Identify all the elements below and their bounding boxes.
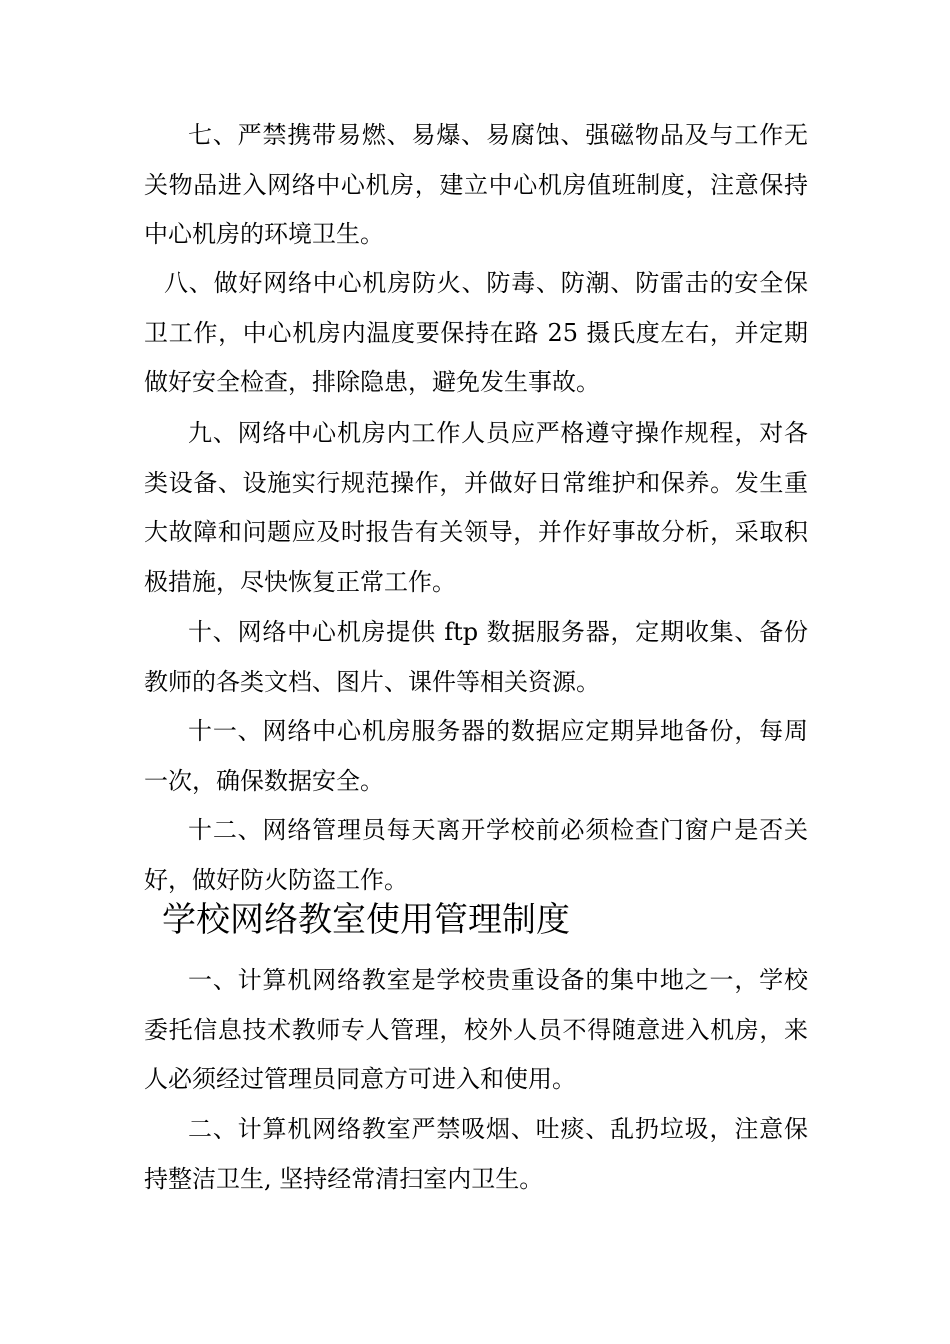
- paragraph-11: 十一、网络中心机房服务器的数据应定期异地备份，每周一次，确保数据安全。: [144, 717, 808, 795]
- paragraph-rule-1: 一、计算机网络教室是学校贵重设备的集中地之一，学校委托信息技术教师专人管理，校外人员不得随意进入机房，来人必须经过管理员同意方可进入和使用。: [144, 966, 808, 1093]
- section-title: 学校网络教室使用管理制度: [162, 900, 570, 940]
- paragraph-10: 十、网络中心机房提供 ftp 数据服务器，定期收集、备份教师的各类文档、图片、课件等相关资源。: [144, 618, 808, 696]
- paragraph-12: 十二、网络管理员每天离开学校前必须检查门窗户是否关好，做好防火防盗工作。: [144, 816, 808, 894]
- paragraph-8: 八、做好网络中心机房防火、防毒、防潮、防雷击的安全保卫工作，中心机房内温度要保持在路 25 摄氏度左右，并定期做好安全检查，排除隐患，避免发生事故。: [144, 269, 808, 396]
- paragraph-rule-2: 二、计算机网络教室严禁吸烟、吐痰、乱扔垃圾，注意保持整洁卫生, 坚持经常清扫室内卫生。: [144, 1115, 808, 1193]
- paragraph-7: 七、严禁携带易燃、易爆、易腐蚀、强磁物品及与工作无关物品进入网络中心机房，建立中心机房值班制度，注意保持中心机房的环境卫生。: [144, 121, 808, 248]
- paragraph-9: 九、网络中心机房内工作人员应严格遵守操作规程，对各类设备、设施实行规范操作，并做好日常维护和保养。发生重大故障和问题应及时报告有关领导，并作好事故分析，采取积极措施，尽快恢复正常工作。: [144, 419, 808, 596]
